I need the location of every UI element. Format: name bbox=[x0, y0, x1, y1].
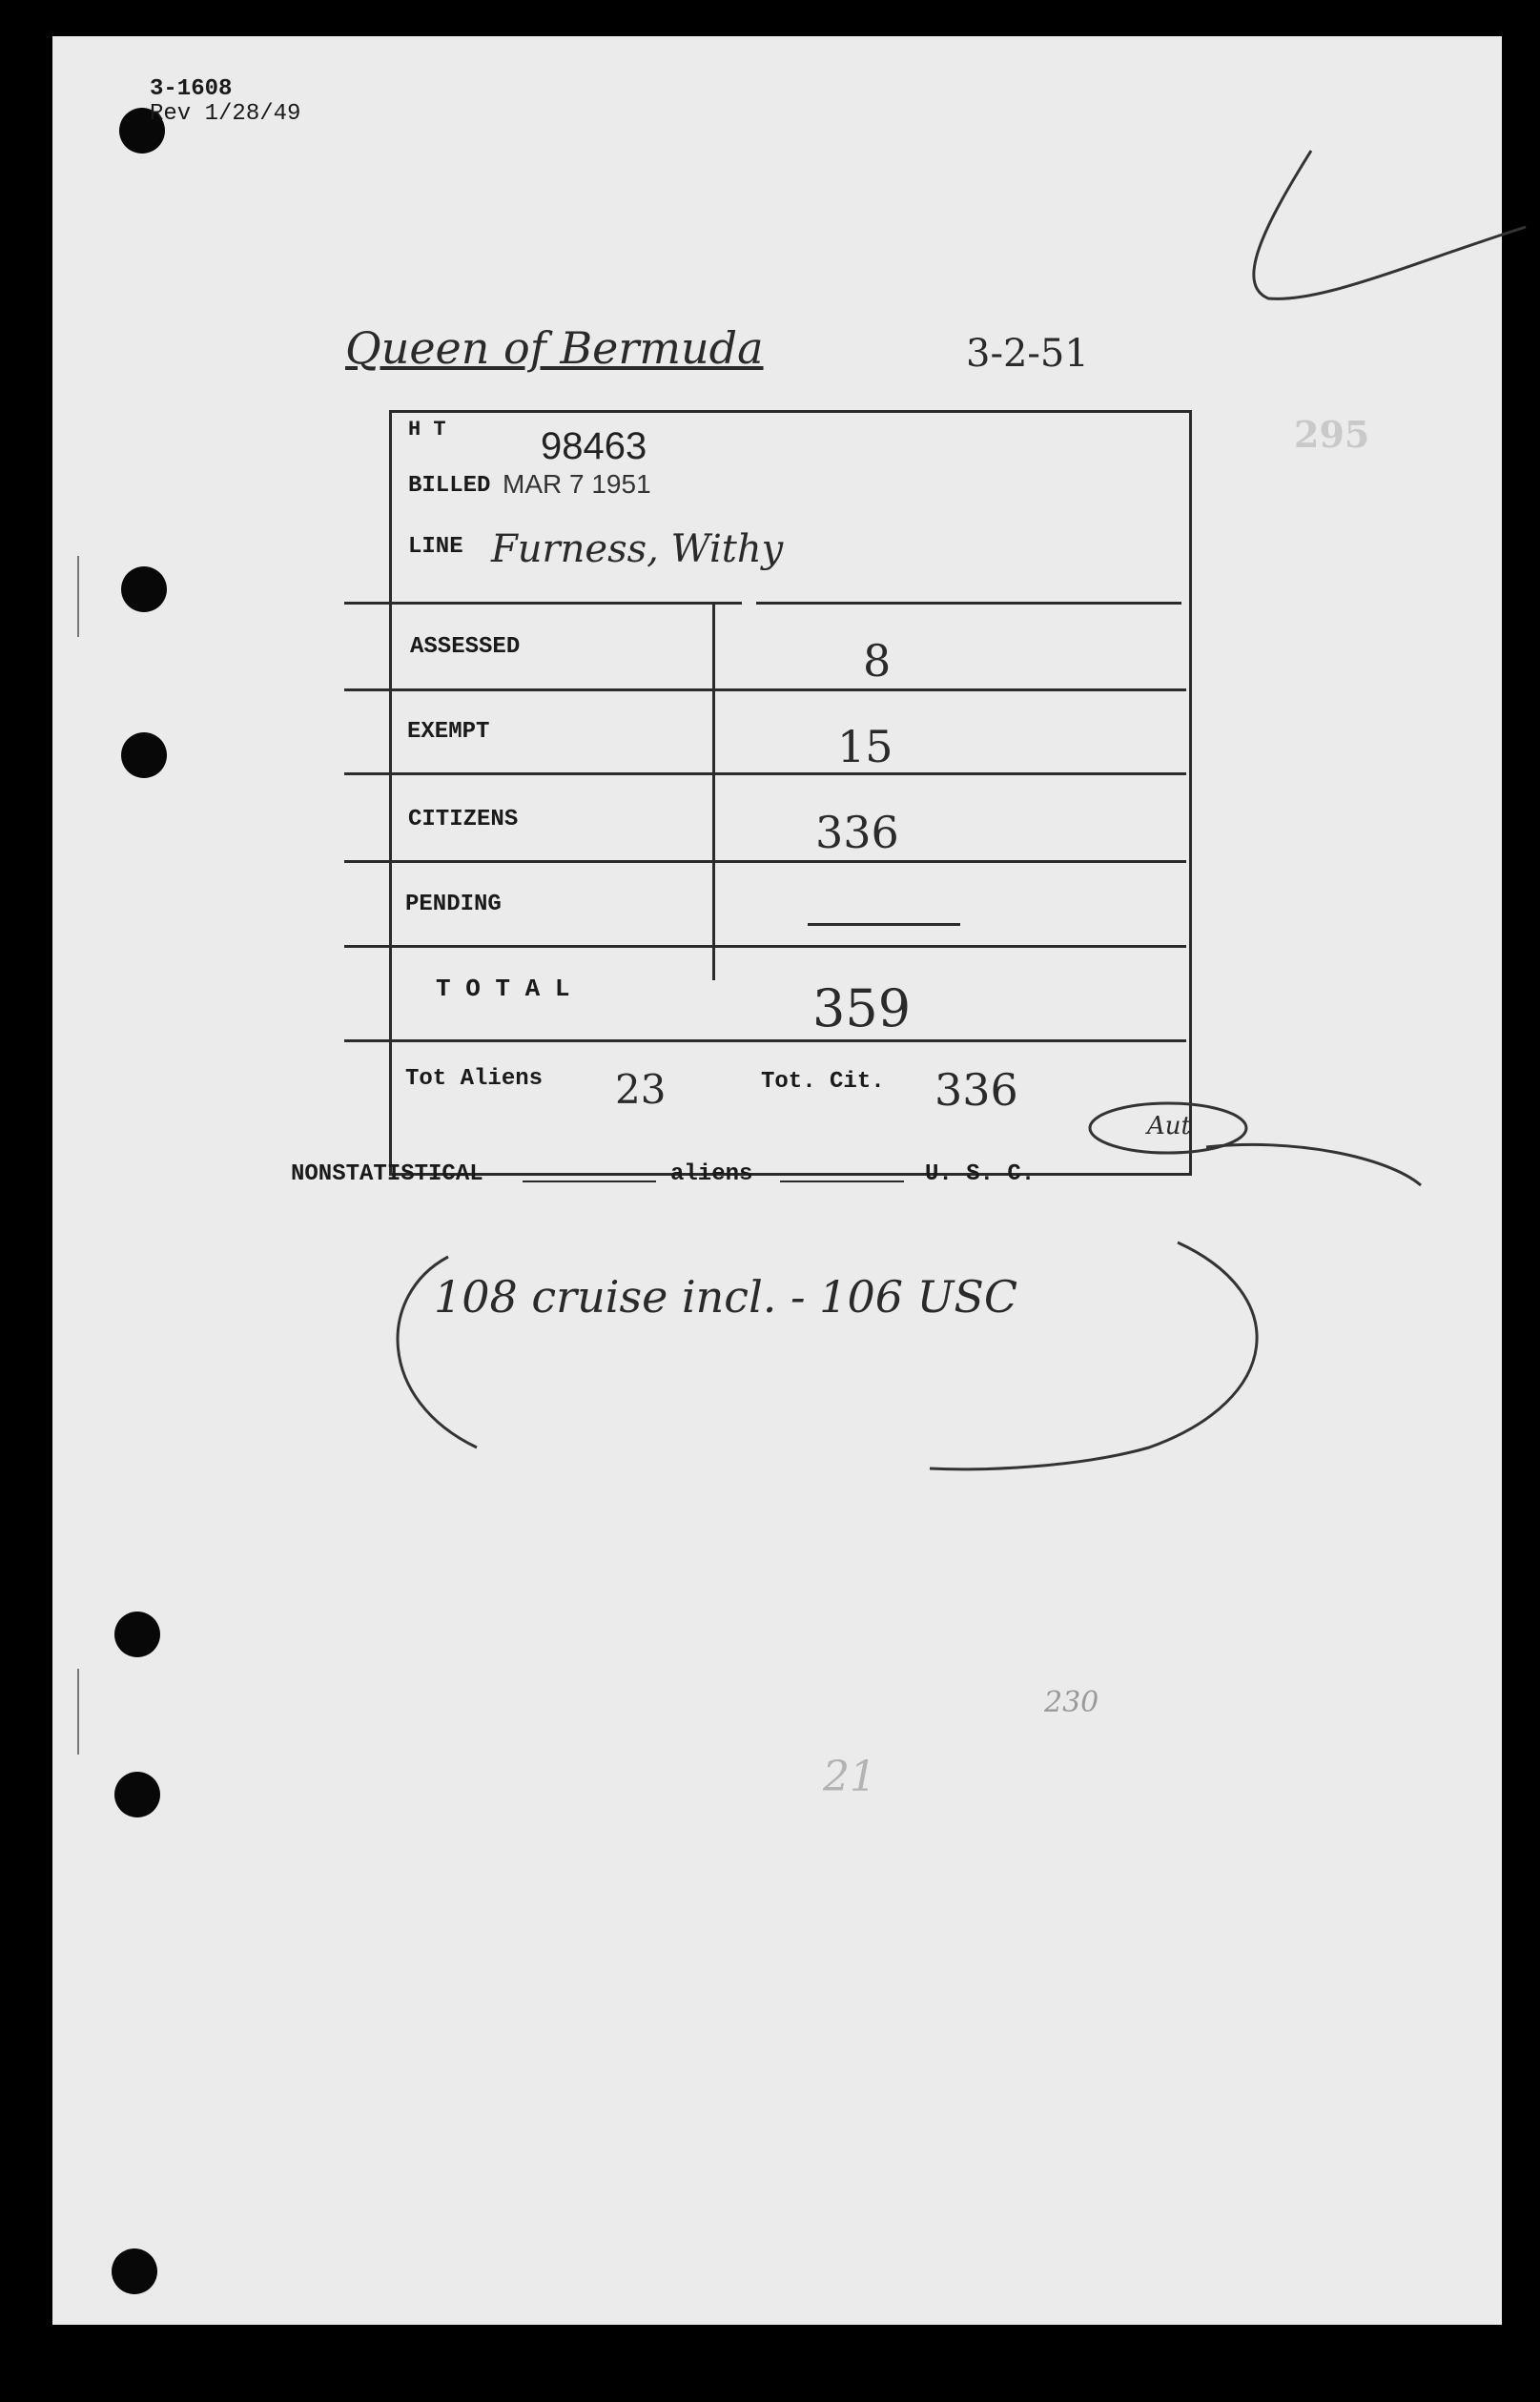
page-number: 295 bbox=[1294, 413, 1370, 456]
table-divider bbox=[344, 688, 1186, 691]
ship-name: Queen of Bermuda bbox=[345, 322, 764, 374]
total-value: 359 bbox=[812, 978, 912, 1038]
nonstatistical-aliens-label: aliens bbox=[670, 1161, 753, 1187]
tot-cit-value: 336 bbox=[934, 1064, 1018, 1116]
initials: Aut bbox=[1147, 1112, 1191, 1140]
table-divider bbox=[344, 1039, 1186, 1042]
tot-aliens-value: 23 bbox=[615, 1066, 667, 1113]
form-revision: Rev 1/28/49 bbox=[150, 101, 301, 127]
billed-date: MAR 7 1951 bbox=[503, 469, 651, 499]
ht-number: 98463 bbox=[541, 425, 647, 467]
row-value-citizens: 336 bbox=[815, 807, 899, 858]
nonstatistical-blank bbox=[523, 1180, 656, 1182]
margin-mark bbox=[77, 1669, 79, 1755]
punch-hole bbox=[121, 566, 167, 612]
row-label-citizens: CITIZENS bbox=[408, 807, 519, 832]
table-divider bbox=[344, 945, 1186, 948]
pending-dash bbox=[808, 923, 960, 926]
punch-hole bbox=[112, 2248, 157, 2294]
nonstatistical-usc-label: U. S. C. bbox=[925, 1161, 1036, 1187]
pencil-mark: 21 bbox=[823, 1753, 876, 1801]
punch-hole bbox=[114, 1772, 160, 1817]
note-circle-icon bbox=[339, 1209, 1311, 1495]
tot-cit-label: Tot. Cit. bbox=[761, 1069, 885, 1095]
initials-loop-icon bbox=[1082, 1090, 1445, 1195]
nonstatistical-aliens-blank bbox=[780, 1180, 904, 1182]
total-label: T O T A L bbox=[436, 975, 570, 1003]
document-page bbox=[52, 36, 1502, 2325]
pencil-mark: 230 bbox=[1044, 1686, 1099, 1719]
tot-aliens-label: Tot Aliens bbox=[405, 1066, 544, 1092]
row-label-exempt: EXEMPT bbox=[407, 719, 490, 745]
row-value-assessed: 8 bbox=[863, 635, 892, 687]
margin-mark bbox=[77, 556, 79, 637]
form-number: 3-1608 bbox=[150, 76, 233, 102]
punch-hole bbox=[114, 1612, 160, 1657]
record-table bbox=[389, 410, 1192, 1176]
line-label: LINE bbox=[408, 534, 463, 560]
row-label-pending: PENDING bbox=[405, 892, 502, 917]
table-divider bbox=[344, 772, 1186, 775]
row-value-exempt: 15 bbox=[837, 721, 893, 772]
cruise-note: 108 cruise incl. - 106 USC bbox=[434, 1271, 1018, 1323]
table-divider bbox=[344, 860, 1186, 863]
table-column-divider bbox=[712, 605, 715, 980]
table-divider bbox=[756, 602, 1181, 605]
billed-label: BILLED bbox=[408, 473, 491, 499]
line-value: Furness, Withy bbox=[491, 527, 784, 571]
row-label-assessed: ASSESSED bbox=[410, 634, 521, 660]
ht-label: H T bbox=[408, 418, 446, 441]
table-divider bbox=[344, 602, 742, 605]
arrival-date: 3-2-51 bbox=[966, 332, 1089, 376]
check-mark-icon bbox=[1197, 113, 1540, 380]
nonstatistical-label: NONSTATISTICAL bbox=[291, 1161, 483, 1187]
punch-hole bbox=[121, 732, 167, 778]
